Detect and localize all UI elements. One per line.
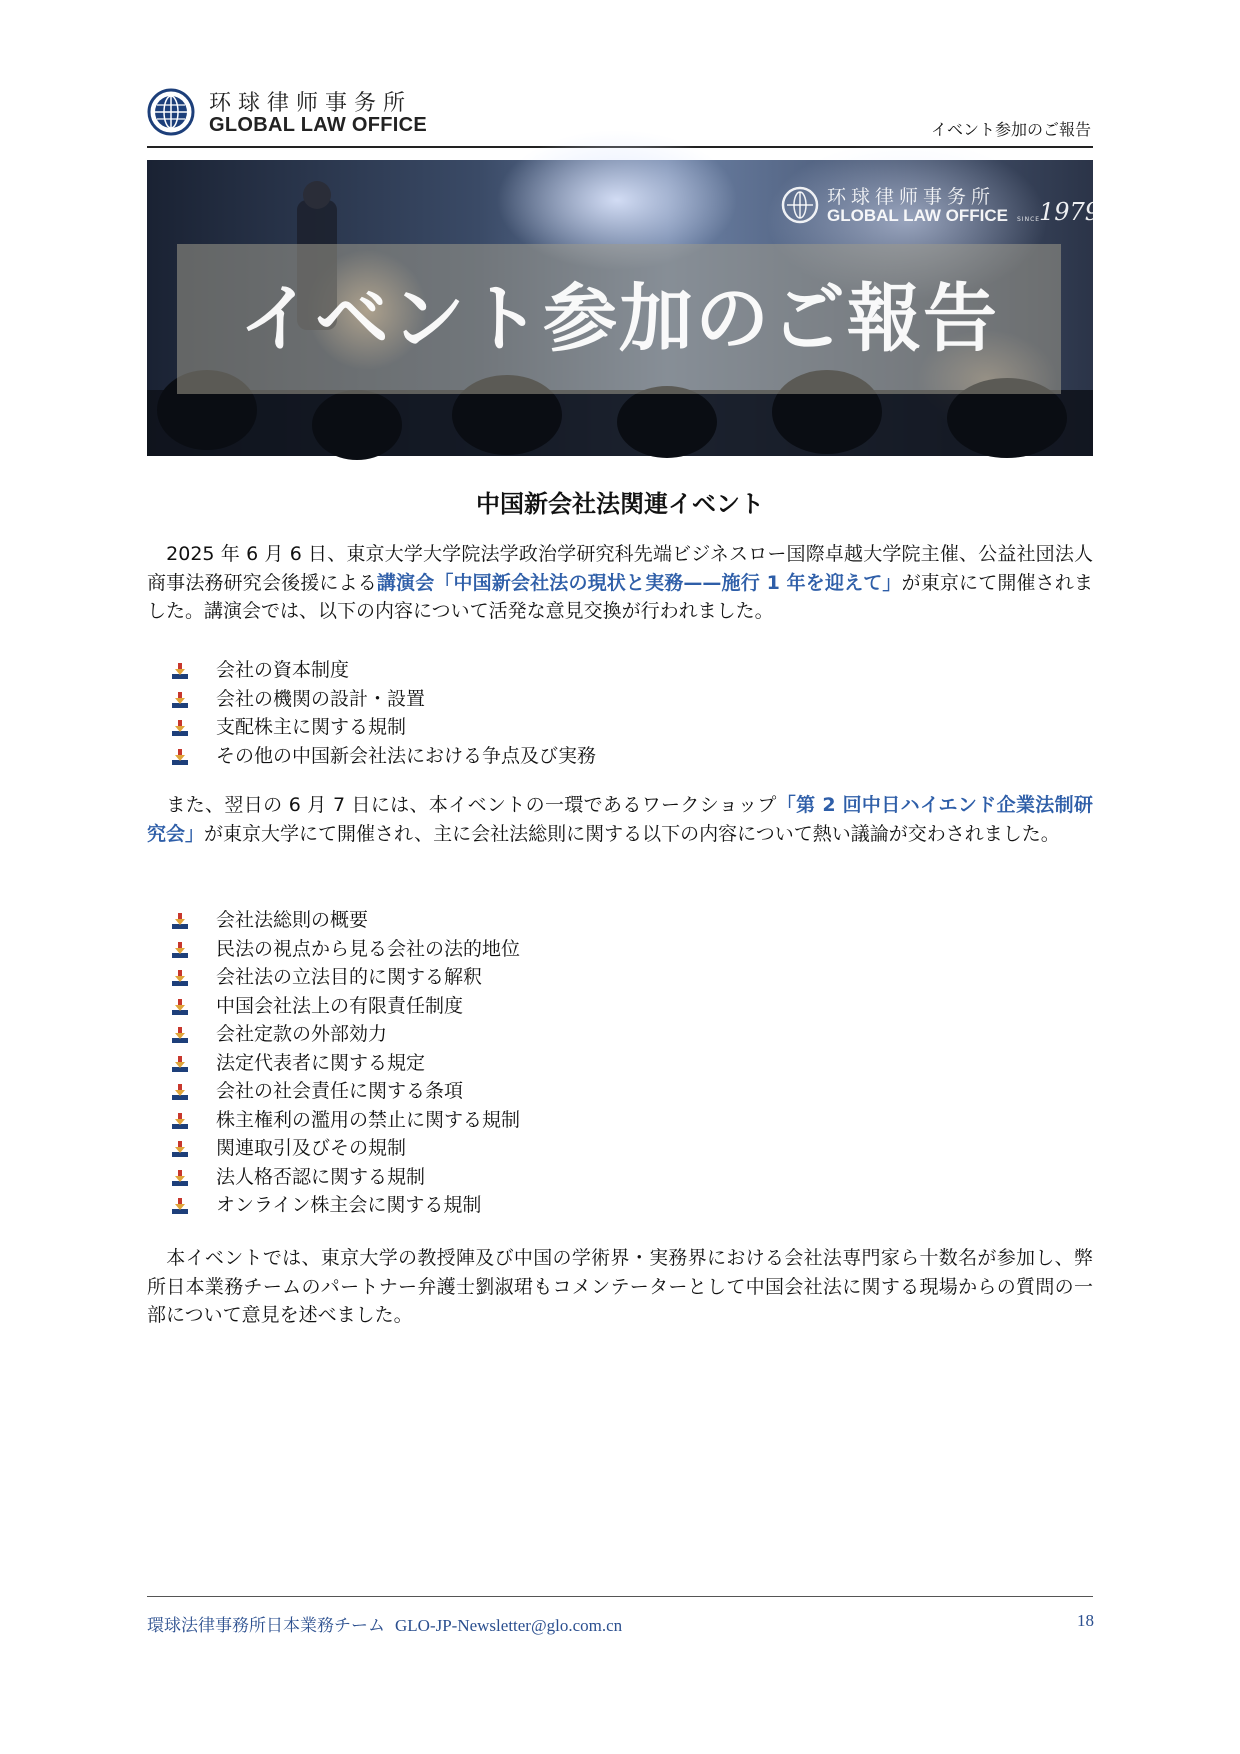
list-item — [172, 1163, 520, 1192]
list-item-text: 会社の資本制度 — [216, 659, 350, 681]
footer-team-name: 環球法律事務所日本業務チーム — [147, 1616, 385, 1636]
paragraph-3: 本イベントでは、東京大学の教授陣及び中国の学術界・実務界における会社法専門家ら十数名が参加し、弊所日本業務チームのパートナー弁護士劉淑珺もコメンテーターとして中国会社法に関する現場からの質問の一部について意見を述べました。 — [147, 1247, 1093, 1326]
arrow-bullet-icon — [172, 692, 188, 708]
list-item-text: オンライン株主会に関する規制 — [216, 1194, 482, 1216]
paragraph-2-text-end: が東京大学にて開催され、主に会社法総則に関する以下の内容について熱い議論が交わされました。 — [204, 822, 1060, 845]
list-item — [172, 1106, 520, 1135]
logo-chinese-name: 环球律师事务所 — [209, 91, 413, 116]
paragraph-2 — [147, 791, 1093, 848]
globe-logo-icon — [147, 88, 195, 136]
list-item — [172, 742, 596, 771]
list-item-text: 法人格否認に関する規制 — [216, 1165, 426, 1188]
list-item — [172, 1077, 520, 1106]
list-item-text: 中国会社法上の有限責任制度 — [216, 994, 464, 1017]
arrow-bullet-icon — [172, 970, 188, 986]
event-banner-image — [147, 160, 1101, 456]
list-item-text: 支配株主に関する規制 — [216, 716, 407, 738]
list-item — [172, 1049, 520, 1078]
list-item-text: 会社法の立法目的に関する解釈 — [216, 966, 483, 988]
footer-contact — [147, 1611, 622, 1636]
workshop-topics-list — [172, 906, 520, 1220]
arrow-bullet-icon — [172, 663, 188, 679]
page-number: 18 — [1077, 1611, 1094, 1630]
banner-logo-chinese: 环球律师事务所 — [827, 186, 996, 208]
paragraph-1-text-end: が東京にて開催されました。講演会では、以下の内容について活発な意見交換が行われました。 — [147, 571, 1093, 622]
list-item — [172, 685, 596, 714]
arrow-bullet-icon — [172, 1084, 188, 1100]
arrow-bullet-icon — [172, 913, 188, 929]
banner-logo — [781, 180, 1101, 240]
arrow-bullet-icon — [172, 942, 188, 958]
footer-divider — [147, 1596, 1093, 1597]
list-item-text: 関連取引及びその規制 — [216, 1137, 407, 1159]
paragraph-1-text: 2025 年 6 月 6 日、東京大学大学院法学政治学研究科先端ビジネスロー国際卓越大学院主催、公益社団法人商事法務研究会後援による — [147, 543, 1093, 594]
footer-email-link[interactable]: GLO-JP-Newsletter@glo.com.cn — [395, 1616, 623, 1635]
arrow-bullet-icon — [172, 1170, 188, 1186]
lecture-topics-list — [172, 656, 596, 770]
banner-since-year: 1979 — [1039, 198, 1101, 226]
paragraph-2-text: また、翌日の 6 月 7 日には、本イベントの一環であるワークショップ — [147, 794, 777, 816]
list-item — [172, 1020, 520, 1049]
list-item — [172, 963, 520, 992]
list-item — [172, 1134, 520, 1163]
arrow-bullet-icon — [172, 1027, 188, 1043]
list-item — [172, 906, 520, 935]
arrow-bullet-icon — [172, 749, 188, 765]
list-item-text: 株主権利の濫用の禁止に関する規制 — [216, 1108, 521, 1131]
lecture-title-highlight: 講演会「中国新会社法の現状と実務——施行 1 年を迎えて」 — [376, 571, 902, 594]
list-item-text: その他の中国新会社法における争点及び実務 — [216, 744, 597, 767]
logo-english-name: GLOBAL LAW OFFICE — [209, 114, 428, 136]
arrow-bullet-icon — [172, 720, 188, 736]
banner-title-box — [177, 244, 1061, 394]
list-item-text: 法定代表者に関する規定 — [216, 1051, 426, 1074]
header-section-label: イベント参加のご報告 — [930, 120, 1091, 139]
arrow-bullet-icon — [172, 1113, 188, 1129]
banner-since-label: SINCE — [1017, 216, 1041, 223]
list-item — [172, 935, 520, 964]
list-item-text: 会社の機関の設計・設置 — [216, 687, 426, 710]
list-item — [172, 1191, 520, 1220]
globe-logo-icon — [781, 186, 819, 224]
list-item — [172, 656, 596, 685]
arrow-bullet-icon — [172, 999, 188, 1015]
banner-title: イベント参加のご報告 — [239, 276, 999, 362]
article-title: 中国新会社法関連イベント — [476, 490, 764, 518]
list-item-text: 会社の社会責任に関する条項 — [216, 1080, 464, 1102]
paragraph-1 — [147, 540, 1093, 626]
workshop-title-highlight: 「第 2 回中日ハイエンド企業法制研究会」 — [147, 794, 1093, 845]
list-item-text: 民法の視点から見る会社の法的地位 — [216, 937, 521, 960]
list-item-text: 会社定款の外部効力 — [216, 1023, 388, 1045]
arrow-bullet-icon — [172, 1198, 188, 1214]
list-item — [172, 713, 596, 742]
list-item — [172, 992, 520, 1021]
arrow-bullet-icon — [172, 1056, 188, 1072]
arrow-bullet-icon — [172, 1141, 188, 1157]
list-item-text: 会社法総則の概要 — [216, 909, 369, 931]
banner-logo-english: GLOBAL LAW OFFICE — [827, 206, 1009, 225]
